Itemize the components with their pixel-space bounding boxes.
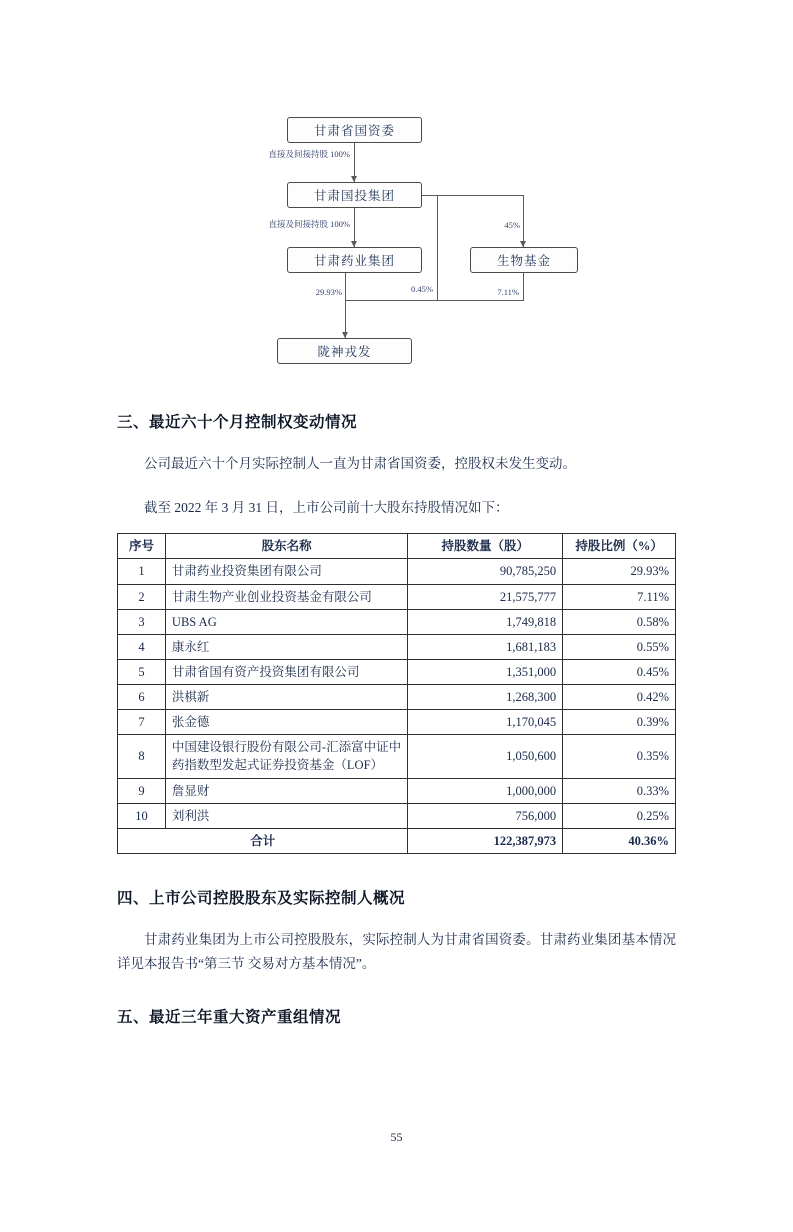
cell-index: 6 <box>118 685 166 710</box>
node-longshen-rongfa: 陇神戎发 <box>277 338 412 364</box>
table-row <box>118 609 676 634</box>
cell-quantity: 1,268,300 <box>408 685 563 710</box>
document-content <box>117 410 676 1027</box>
cell-shareholder: 洪棋新 <box>165 685 407 710</box>
table-row <box>118 803 676 828</box>
cell-quantity: 1,170,045 <box>408 710 563 735</box>
section-4-paragraph-1: 甘肃药业集团为上市公司控股股东，实际控制人为甘肃省国资委。甘肃药业集团基本情况详见本报告书“第三节 交易对方基本情况”。 <box>117 931 676 971</box>
arrowhead-down-icon <box>351 241 357 247</box>
table-header-row <box>118 534 676 559</box>
section-5-heading: 五、最近三年重大资产重组情况 <box>117 1009 342 1027</box>
cell-shareholder: 甘肃生物产业创业投资基金有限公司 <box>165 584 407 609</box>
cell-percent: 0.55% <box>563 634 676 659</box>
section-3-heading: 三、最近六十个月控制权变动情况 <box>117 414 358 431</box>
connector-line <box>437 195 438 300</box>
holding-label-711: 7.11% <box>497 287 519 297</box>
table-row <box>118 778 676 803</box>
cell-index: 1 <box>118 559 166 584</box>
col-header-quantity: 持股数量（股） <box>408 534 563 559</box>
connector-line <box>523 273 524 300</box>
table-row <box>118 634 676 659</box>
table-row <box>118 584 676 609</box>
connector-line <box>345 300 524 301</box>
arrowhead-down-icon <box>520 241 526 247</box>
top-shareholders-table <box>117 533 676 854</box>
cell-quantity: 21,575,777 <box>408 584 563 609</box>
node-bio-fund: 生物基金 <box>470 247 578 273</box>
cell-quantity: 1,050,600 <box>408 735 563 778</box>
cell-shareholder: 甘肃省国有资产投资集团有限公司 <box>165 659 407 684</box>
cell-quantity: 90,785,250 <box>408 559 563 584</box>
arrowhead-down-icon <box>342 332 348 338</box>
cell-percent: 0.45% <box>563 659 676 684</box>
section-3-paragraph-1: 公司最近六十个月实际控制人一直为甘肃省国资委，控股权未发生变动。 <box>144 456 576 471</box>
node-gansu-sasac: 甘肃省国资委 <box>287 117 422 143</box>
section-4-heading: 四、上市公司控股股东及实际控制人概况 <box>117 889 406 907</box>
holding-label-2993: 29.93% <box>315 287 342 297</box>
cell-shareholder: 刘利洪 <box>165 803 407 828</box>
cell-percent: 0.33% <box>563 778 676 803</box>
cell-shareholder: 甘肃药业投资集团有限公司 <box>165 559 407 584</box>
connector-line <box>345 273 346 338</box>
arrowhead-down-icon <box>351 176 357 182</box>
cell-index: 10 <box>118 803 166 828</box>
cell-index: 3 <box>118 609 166 634</box>
cell-quantity: 1,749,818 <box>408 609 563 634</box>
cell-quantity: 1,351,000 <box>408 659 563 684</box>
cell-percent: 0.58% <box>563 609 676 634</box>
cell-shareholder: 詹显财 <box>165 778 407 803</box>
cell-index: 2 <box>118 584 166 609</box>
ownership-structure-diagram <box>250 110 590 376</box>
table-row <box>118 735 676 778</box>
cell-index: 7 <box>118 710 166 735</box>
cell-index: 5 <box>118 659 166 684</box>
cell-total-quantity: 122,387,973 <box>408 828 563 853</box>
cell-quantity: 756,000 <box>408 803 563 828</box>
table-row <box>118 659 676 684</box>
node-gansu-pharma-group: 甘肃药业集团 <box>287 247 422 273</box>
holding-label-100-2: 直接及间接持股 100% <box>268 219 350 229</box>
table-row <box>118 559 676 584</box>
cell-shareholder: UBS AG <box>165 609 407 634</box>
cell-shareholder: 中国建设银行股份有限公司-汇添富中证中药指数型发起式证券投资基金（LOF） <box>165 735 407 778</box>
cell-percent: 0.39% <box>563 710 676 735</box>
cell-quantity: 1,681,183 <box>408 634 563 659</box>
connector-line <box>523 195 524 247</box>
cell-shareholder: 张金德 <box>165 710 407 735</box>
cell-percent: 29.93% <box>563 559 676 584</box>
table-row <box>118 710 676 735</box>
cell-index: 8 <box>118 735 166 778</box>
col-header-shareholder: 股东名称 <box>165 534 407 559</box>
cell-total-label: 合计 <box>118 828 408 853</box>
section-3-paragraph-2: 截至 2022 年 3 月 31 日，上市公司前十大股东持股情况如下： <box>144 499 509 515</box>
table-total-row <box>118 828 676 853</box>
cell-percent: 0.25% <box>563 803 676 828</box>
cell-quantity: 1,000,000 <box>408 778 563 803</box>
holding-label-045: 0.45% <box>411 284 433 294</box>
cell-percent: 0.35% <box>563 735 676 778</box>
page-number: 55 <box>390 1130 403 1144</box>
cell-index: 4 <box>118 634 166 659</box>
col-header-percent: 持股比例（%） <box>563 534 676 559</box>
col-header-index: 序号 <box>118 534 166 559</box>
node-gansu-guotou-group: 甘肃国投集团 <box>287 182 422 208</box>
cell-percent: 0.42% <box>563 685 676 710</box>
cell-shareholder: 康永红 <box>165 634 407 659</box>
table-row <box>118 685 676 710</box>
holding-label-100-1: 直接及间接持股 100% <box>268 149 350 159</box>
cell-index: 9 <box>118 778 166 803</box>
holding-label-45: 45% <box>504 220 520 230</box>
cell-total-percent: 40.36% <box>563 828 676 853</box>
document-page <box>0 110 793 1232</box>
cell-percent: 7.11% <box>563 584 676 609</box>
